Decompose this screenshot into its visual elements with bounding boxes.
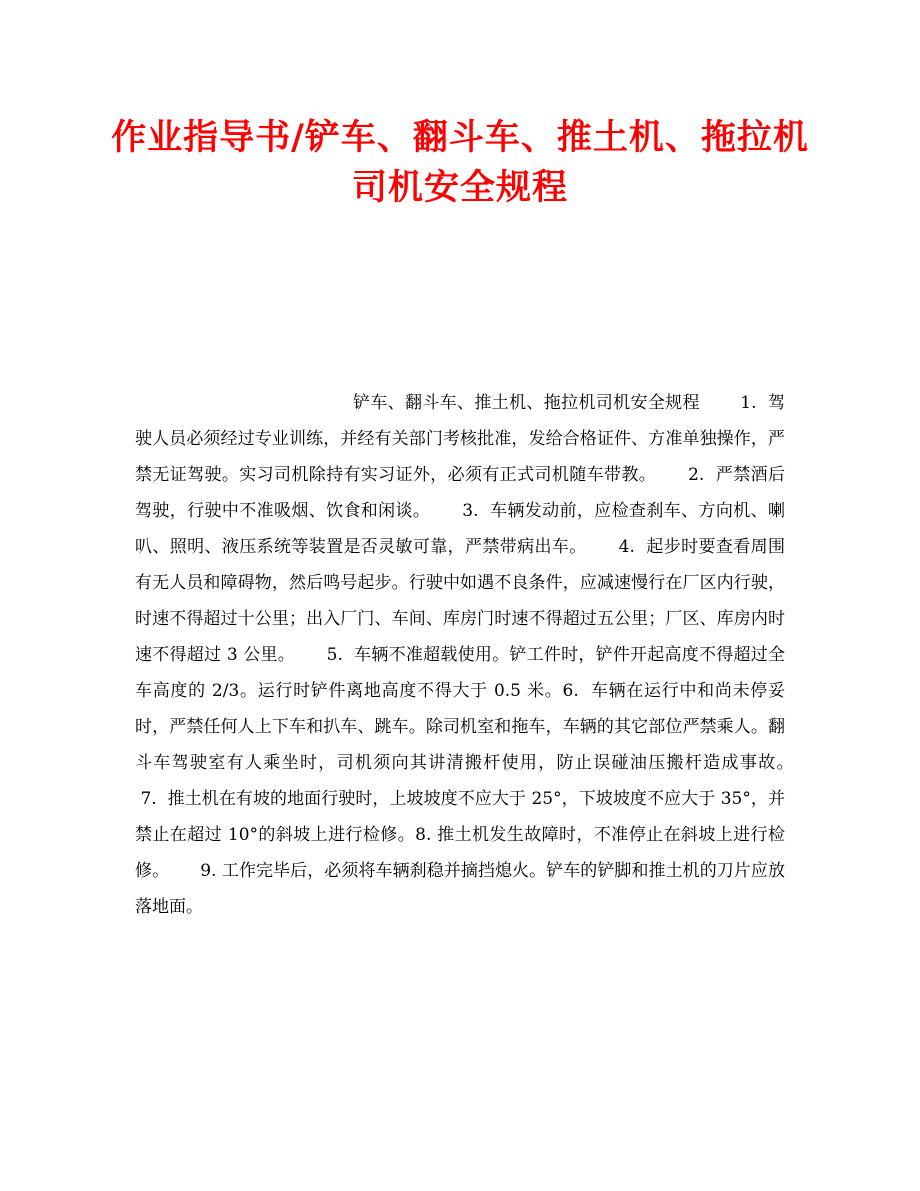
document-title-line-1: 作业指导书/铲车、翻斗车、推土机、拖拉机 [111, 117, 809, 158]
document-body-paragraph: 铲车、翻斗车、推土机、拖拉机司机安全规程 1. 驾驶人员必须经过专业训练，并经有关部门考核批准，发给合格证件、方准单独操作，严禁无证驾驶。实习司机除持有实习证外，必须有正式司机随车带教。 2. 严禁酒后驾驶，行驶中不准吸烟、饮食和闲谈。 3. 车辆发动前，应检查刹车、方向机、喇叭、照明、液压系统等装置是否灵敏可靠，严禁带病出车。 4. 起步时要查看周围有无人员和障碍物，然后鸣号起步。行驶中如遇不良条件，应减速慢行在厂区内行驶，时速不得超过十公里；出入厂门、车间、库房门时速不得超过五公里；厂区、库房内时速不得超过 3 公里。 5. 车辆不准超载使用。铲工件时，铲件开起高度不得超过全车高度的 2/3。运行时铲件离地高度不得大于 0.5 米。6. 车辆在运行中和尚未停妥时，严禁任何人上下车和扒车、跳车。除司机室和拖车，车辆的其它部位严禁乘人。翻斗车驾驶室有人乘坐时，司机须向其讲清搬杆使用，防止误碰油压搬杆造成事故。 7. 推土机在有坡的地面行驶时，上坡坡度不应大于 25°，下坡坡度不应大于 35°，并禁止在超过 10°的斜坡上进行检修。8. 推土机发生故障时，不准停止在斜坡上进行检修。 9. 工作完毕后，必须将车辆刹稳并摘挡熄火。铲车的铲脚和推土机的刀片应放落地面。 [135, 393, 819, 917]
document-title-line-2: 司机安全规程 [351, 167, 568, 208]
